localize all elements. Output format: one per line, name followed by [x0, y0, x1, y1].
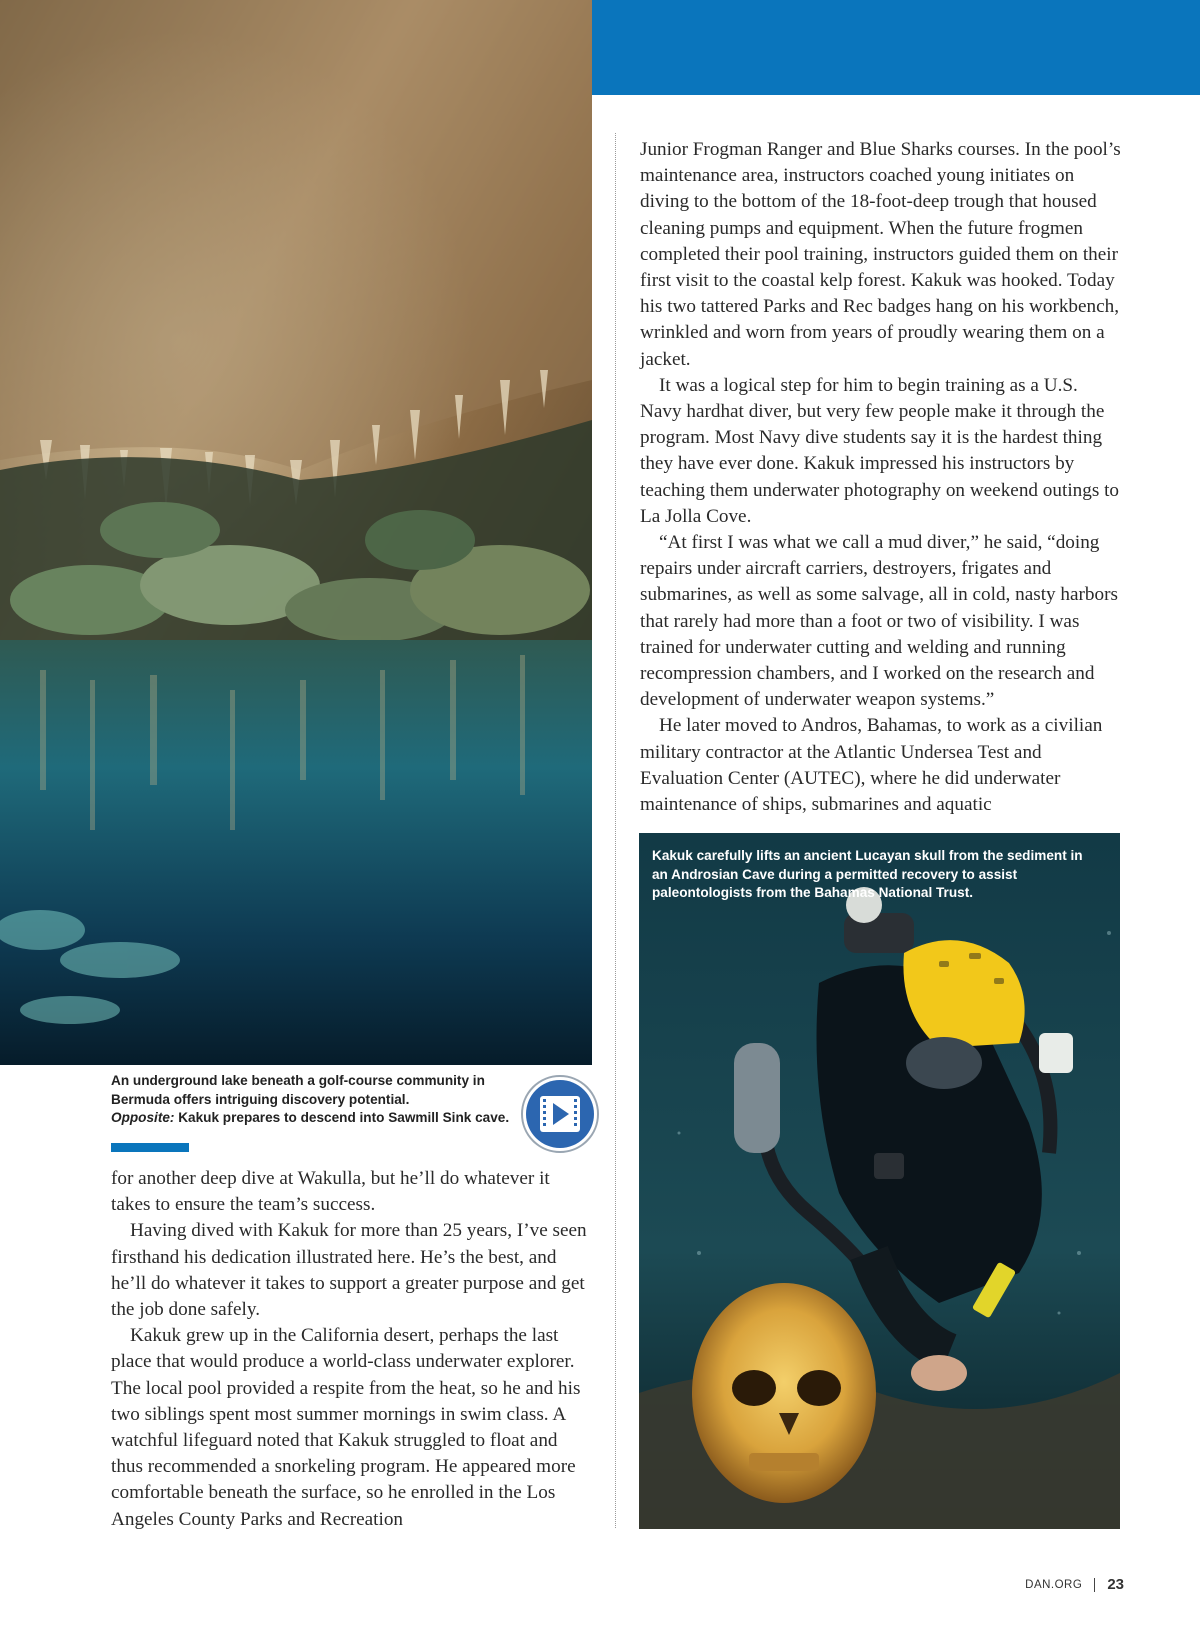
right-photo-caption: Kakuk carefully lifts an ancient Lucayan skull from the sediment in an Androsian Cave during a permitted recovery to assist paleontologists from the Bahamas National Trust. — [652, 848, 1083, 900]
paragraph: Kakuk grew up in the California desert, perhaps the last place that would produce a world-class underwater explorer. The local pool provided a respite from the heat, so he and his two siblings spent most summer mornings in swim class. A watchful lifeguard noted that Kakuk struggled to float and thus recommended a snorkeling program. He appeared more comfortable beneath the surface, so he enrolled in the Los Angeles County Parks and Recreation — [111, 1325, 581, 1530]
paragraph: He later moved to Andros, Bahamas, to work as a civilian military contractor at the Atlantic Undersea Test and Evaluation Center (AUTEC), where he did underwater maintenance of ships, submarines and aquatic — [640, 715, 1103, 816]
paragraph: for another deep dive at Wakulla, but he’ll do whatever it takes to ensure the team’s success. — [111, 1168, 550, 1216]
left-photo-caption — [111, 1072, 531, 1128]
page-footer — [1025, 1576, 1124, 1593]
left-text-column — [111, 1166, 589, 1533]
caption-opposite-label: Opposite: — [111, 1110, 175, 1125]
caption-opposite — [111, 1109, 531, 1128]
cave-lake-photo — [0, 0, 592, 1065]
column-divider — [615, 133, 616, 1528]
header-color-band — [592, 0, 1200, 95]
caption-opposite-text: Kakuk prepares to descend into Sawmill Sink cave. — [174, 1110, 510, 1125]
paragraph: Having dived with Kakuk for more than 25 years, I’ve seen firsthand his dedication illustrated here. He’s the best, and he’ll do whatever it takes to support a greater purpose and get the job done safely. — [111, 1220, 587, 1321]
page-number: 23 — [1107, 1576, 1124, 1593]
caption-accent-rule — [111, 1143, 189, 1152]
video-play-icon — [520, 1074, 600, 1154]
diver-skull-photo — [639, 833, 1120, 1529]
caption-text: An underground lake beneath a golf-course community in Bermuda offers intriguing discovery potential. — [111, 1073, 485, 1107]
footer-divider — [1094, 1578, 1095, 1592]
footer-site-link[interactable]: DAN.ORG — [1025, 1578, 1083, 1591]
paragraph: “At first I was what we call a mud diver,” he said, “doing repairs under aircraft carriers, destroyers, frigates and submarines, as well as some salvage, all in cold, nasty harbors that rarely had more than a foot or two of visibility. I was trained for underwater cutting and welding and running recompression chambers, and I worked on the research and development of underwater weapon systems.” — [640, 532, 1118, 711]
paragraph: Junior Frogman Ranger and Blue Sharks courses. In the pool’s maintenance area, instructors coached young initiates on diving to the bottom of the 18-foot-deep trough that housed cleaning pumps and equipment. When the future frogmen completed their pool training, instructors guided them on their first visit to the coastal kelp forest. Kakuk was hooked. Today his two tattered Parks and Rec badges hang on his workbench, wrinkled and worn from years of proudly wearing them on a jacket. — [640, 139, 1121, 370]
right-text-column — [640, 137, 1122, 818]
video-play-button[interactable] — [520, 1074, 600, 1154]
paragraph: It was a logical step for him to begin training as a U.S. Navy hardhat diver, but very few people make it through the program. Most Navy dive students say it is the hardest thing they have ever done. Kakuk impressed his instructors by teaching them underwater photography on weekend outings to La Jolla Cove. — [640, 374, 1120, 527]
